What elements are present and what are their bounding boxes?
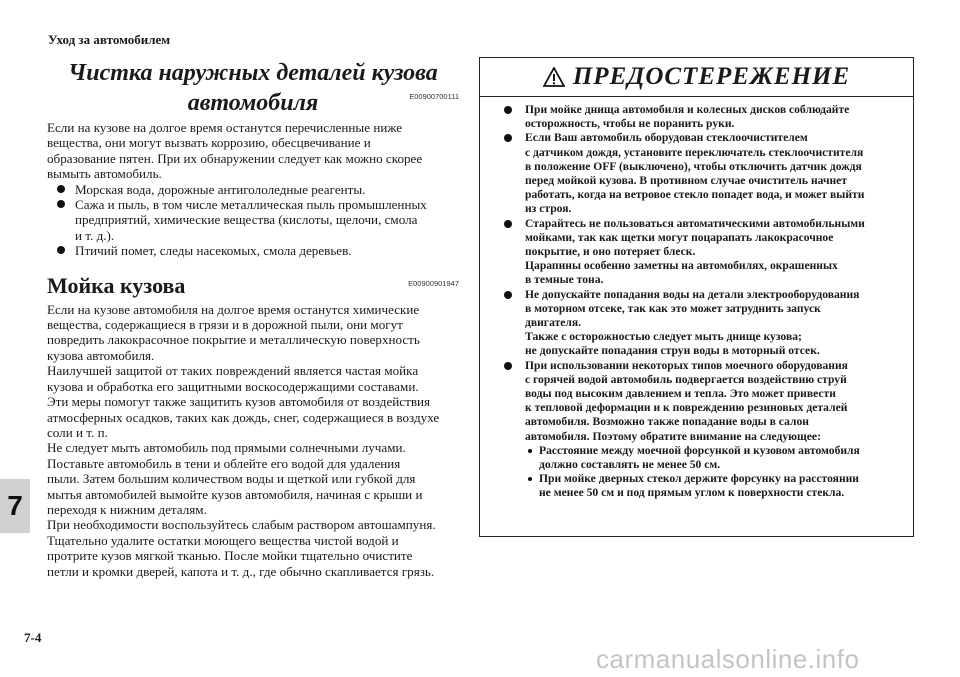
chapter-tab: 7: [0, 479, 30, 533]
section-title: [47, 58, 459, 118]
left-column: [47, 58, 459, 579]
warning-subitem: Расстояние между моечной форсункой и кузовом автомобиля должно составлять не менее 50 см.: [502, 444, 906, 472]
warning-item: Если Ваш автомобиль оборудован стеклоочистителем с датчиком дождя, установите переключатель стеклоочистителя в положение OFF (выключено), чтобы отключить датчик дождя перед мойкой кузова. В противном случае очиститель начнет работать, когда на ветровое стекло попадет вода, и может выйти из строя.: [502, 131, 906, 216]
warning-body: [502, 103, 906, 501]
running-header: Уход за автомобилем: [48, 32, 171, 47]
warning-title: ПРЕДОСТЕРЕЖЕНИЕ: [572, 63, 851, 90]
warning-item: При мойке днища автомобиля и колесных дисков соблюдайте осторожность, чтобы не поранить руки.: [502, 103, 906, 131]
wash-code: E00900901947: [408, 278, 459, 288]
warning-item: Не допускайте попадания воды на детали электрооборудования в моторном отсеке, так как это может затруднить запуск двигателя. Также с осторожностью следует мыть днище кузова; не допускайте попадания струи воды в моторный отсек.: [502, 288, 906, 359]
section-title-line1: Чистка наружных деталей кузова: [68, 60, 438, 86]
intro-paragraph: Если на кузове на долгое время останутся перечисленные ниже вещества, они могут вызвать коррозию, обесцвечивание и образование пятен. При их обнаружении следует как можно скорее вымыть автомобиль.: [47, 120, 423, 182]
warning-item: Старайтесь не пользоваться автоматическими автомобильными мойками, так как щетки могут поцарапать лакокрасочное покрытие, и оно потеряет блеск. Царапины особенно заметны на автомобилях, окрашенных в темные тона.: [502, 217, 906, 288]
warning-item: При использовании некоторых типов моечного оборудования с горячей водой автомобиль подвергается воздействию струй воды под высоким давлением и тепла. Это может привести к тепловой деформации и к повреждению резиновых деталей автомобиля. Возможно также попадание воды в салон автомобиля. Поэтому обратите внимание на следующее:: [502, 359, 906, 444]
section-title-line2: автомобиля: [187, 90, 319, 116]
list-item: Сажа и пыль, в том числе металлическая пыль промышленных предприятий, химические вещества (кислоты, щелочи, смола и т. д.).: [75, 197, 459, 243]
wash-title: Мойка кузова: [47, 272, 186, 298]
warning-triangle-icon: [543, 67, 565, 87]
contaminant-list: [47, 182, 459, 259]
list-item: Птичий помет, следы насекомых, смола деревьев.: [75, 243, 459, 258]
section-code: E00900700111: [409, 92, 459, 101]
wash-heading: [47, 273, 459, 299]
watermark: carmanualsonline.info: [596, 644, 860, 674]
wash-paragraph: Если на кузове автомобиля на долгое время останутся химические вещества, содержащиеся в грязи и в дорожной пыли, они могут повредить лакокрасочное покрытие и металлическую поверхность кузова автомобиля. Наилучшей защитой от таких повреждений является частая мойка кузова и обработка его защитными воскосодержащими составами. Эти меры помогут также защитить кузов автомобиля от воздействия атмосферных осадков, таких как дождь, снег, содержащиеся в воздухе соли и т. п. Не следует мыть автомобиль под прямыми солнечными лучами. Поставьте автомобиль в тени и облейте его водой для удаления пыли. Затем большим количеством воды и щеткой или губкой для мытья автомобилей вымойте кузов автомобиля, начиная с крыши и переходя к нижним деталям. При необходимости воспользуйтесь слабым раствором автошампуня. Тщательно удалите остатки моющего вещества чистой водой и протрите кузов мягкой тканью. После мойки тщательно очистите петли и кромки дверей, капота и т. д., где обычно скапливается грязь.: [47, 301, 440, 579]
warning-header: [480, 58, 913, 97]
warning-subitem: При мойке дверных стекол держите форсунку на расстоянии не менее 50 см и под прямым углом к поверхности стекла.: [502, 472, 906, 500]
page-number: 7-4: [24, 630, 42, 645]
warning-box: [479, 57, 914, 537]
list-item: Морская вода, дорожные антигололедные реагенты.: [75, 182, 459, 197]
